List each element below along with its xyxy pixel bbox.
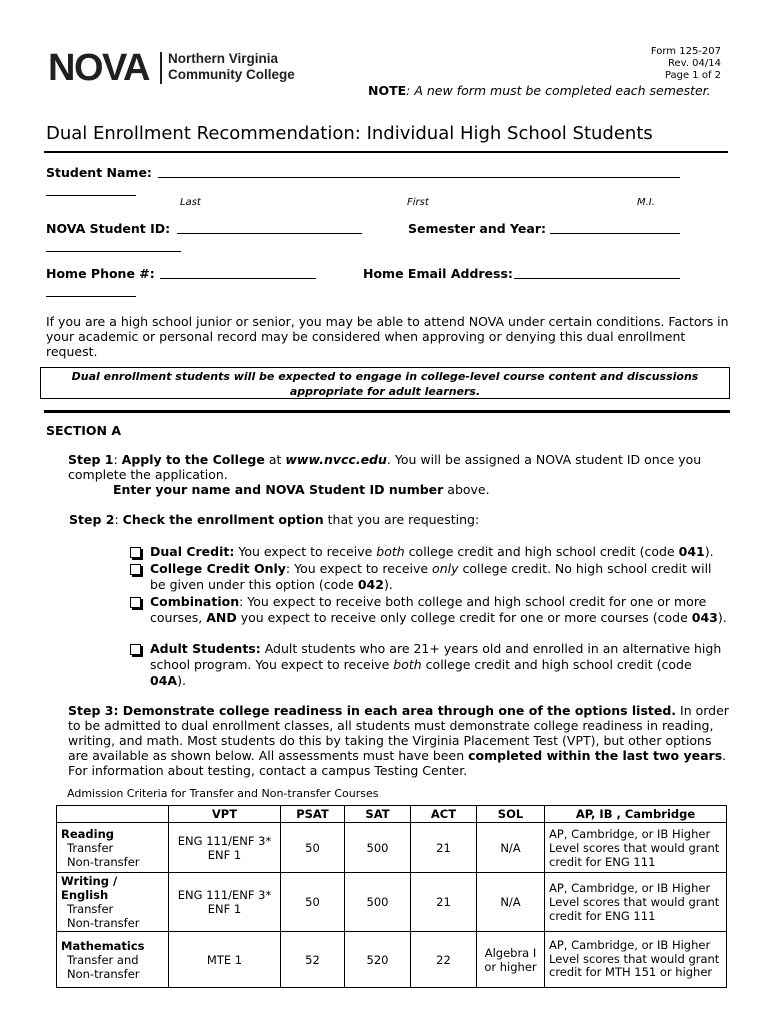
table-row: [57, 932, 727, 988]
sol-cell: N/A: [477, 823, 545, 873]
psat-cell: 52: [281, 932, 345, 988]
option-code: 04A: [150, 673, 178, 688]
step-1-url[interactable]: www.nvcc.edu: [285, 452, 387, 467]
logo-wordmark: NOVA: [48, 47, 149, 89]
subject-name: Reading: [61, 826, 115, 841]
phone-field[interactable]: [160, 266, 316, 279]
section-a-heading: SECTION A: [46, 423, 122, 438]
vpt-cell: MTE 1: [169, 932, 281, 988]
adult-students-checkbox[interactable]: [130, 644, 141, 655]
option-text: you expect to receive only college credit for one or more courses (code: [236, 610, 692, 625]
psat-cell: 50: [281, 873, 345, 932]
step-1-text: . You will be assigned a NOVA student ID once you complete the application.: [68, 452, 702, 482]
subject-sub: Non-transfer: [67, 854, 140, 869]
mi-caption: M.I.: [637, 197, 655, 208]
page-number: Page 1 of 2: [664, 70, 721, 81]
option-dual-credit: [128, 544, 728, 560]
semester-field[interactable]: [550, 221, 680, 234]
notice-text: Dual enrollment students will be expected to engage in college-level course content and discussions appropriate for adult learners.: [71, 370, 699, 398]
combination-checkbox[interactable]: [130, 597, 141, 608]
option-name: Adult Students:: [150, 641, 261, 656]
vpt-cell: ENG 111/ENF 3* ENF 1: [169, 823, 281, 873]
option-text: college credit. No high school credit will be given under this option (code: [150, 561, 712, 592]
step-2-label: Step 2: [69, 512, 115, 527]
sol-cell: N/A: [477, 873, 545, 932]
option-emphasis: both: [393, 657, 422, 672]
section-rule: [44, 410, 730, 413]
semester-label: Semester and Year:: [408, 221, 547, 236]
college-credit-only-checkbox[interactable]: [130, 564, 141, 575]
option-adult-students: [128, 641, 728, 689]
option-and: AND: [206, 610, 237, 625]
option-text: college credit and high school credit (code: [421, 657, 692, 672]
act-cell: 21: [411, 873, 477, 932]
step-1: Step 1: Apply to the College at www.nvcc.edu. You will be assigned a NOVA student ID once you complete the application.: [68, 452, 702, 482]
subject-cell: [57, 823, 169, 873]
option-text: You expect to receive: [234, 544, 377, 559]
student-id-label: NOVA Student ID:: [46, 221, 171, 236]
option-combination: [128, 594, 728, 642]
sat-cell: 500: [345, 823, 411, 873]
step-3-text: In order to be admitted to dual enrollment classes, all students must demonstrate college readiness in reading, writing, and math. Most students do this by taking the Virginia Placement Test (VPT), but other options are available as shown below. All assessments must have been: [68, 703, 729, 763]
criteria-table: [56, 805, 727, 988]
step-2-text: that you are requesting:: [323, 512, 480, 527]
sol-cell: Algebra I or higher: [477, 932, 545, 988]
option-text: ).: [383, 577, 393, 592]
option-code: 041: [678, 544, 705, 559]
subject-sub: Non-transfer: [67, 966, 140, 981]
email-field-cont[interactable]: [46, 284, 136, 297]
step-2-title: Check the enrollment option: [122, 512, 324, 527]
option-text: : You expect to receive both college and high school credit for one or more courses,: [150, 594, 707, 625]
subject-name: Mathematics: [61, 938, 145, 953]
criteria-caption: Admission Criteria for Transfer and Non-transfer Courses: [67, 787, 379, 800]
dual-credit-checkbox[interactable]: [130, 547, 141, 558]
option-name: Dual Credit:: [150, 544, 235, 559]
student-name-label: Student Name:: [46, 165, 152, 180]
form-meta: [651, 46, 721, 82]
vpt-cell: ENG 111/ENF 3* ENF 1: [169, 873, 281, 932]
subject-sub: Non-transfer: [67, 916, 140, 930]
step-1-at: at: [264, 452, 286, 467]
header-cell: SOL: [477, 806, 545, 823]
header-cell: SAT: [345, 806, 411, 823]
student-name-field[interactable]: [158, 165, 680, 178]
option-college-credit-only: [128, 561, 728, 593]
step-3-text-end: . For information about testing, contact a campus Testing Center.: [68, 748, 727, 778]
step-3-emphasis: completed within the last two years: [468, 748, 723, 763]
table-header-row: [57, 806, 727, 823]
header-cell: PSAT: [281, 806, 345, 823]
option-name: College Credit Only: [150, 561, 286, 576]
student-name-field-cont[interactable]: [46, 183, 136, 196]
table-row: [57, 823, 727, 873]
subject-cell: [57, 873, 169, 932]
step-1-instruction-bold: Enter your name and NOVA Student ID number: [113, 482, 444, 497]
act-cell: 21: [411, 823, 477, 873]
option-text: ).: [717, 610, 727, 625]
sat-cell: 500: [345, 873, 411, 932]
subject-cell: [57, 932, 169, 988]
subject-name: Writing / English: [61, 874, 118, 902]
option-emphasis: both: [376, 544, 405, 559]
logo-divider: [160, 52, 162, 84]
option-text: Adult students who are 21+ years old and enrolled in an alternative high school program. You expect to receive: [150, 641, 722, 672]
notice-box: [40, 367, 730, 399]
step-1-instruction: [113, 482, 490, 497]
college-name-line2: Community College: [168, 67, 295, 82]
note-label: NOTE: [368, 83, 407, 98]
step-1-title: Apply to the College: [121, 452, 265, 467]
header-cell: [57, 806, 169, 823]
psat-cell: 50: [281, 823, 345, 873]
option-name: Combination: [150, 594, 240, 609]
step-3: [68, 703, 730, 778]
subject-sub: Transfer and: [67, 952, 139, 967]
option-emphasis: only: [432, 561, 459, 576]
email-field[interactable]: [514, 266, 680, 279]
ap-cell: AP, Cambridge, or IB Higher Level scores that would grant credit for ENG 111: [545, 873, 727, 932]
phone-label: Home Phone #:: [46, 266, 155, 281]
intro-paragraph: If you are a high school junior or senior, you may be able to attend NOVA under certain conditions. Factors in your academic or personal record may be considered when approving or denying this dual enrollment request.: [46, 314, 729, 359]
option-text: ).: [704, 544, 714, 559]
college-name: [168, 51, 295, 83]
act-cell: 22: [411, 932, 477, 988]
subject-sub: Transfer: [67, 840, 114, 855]
option-code: 043: [691, 610, 718, 625]
step-3-title: Step 3: Demonstrate college readiness in each area through one of the options listed.: [68, 703, 677, 718]
form-number: Form 125-207: [650, 46, 721, 57]
step-1-instruction-rest: above.: [443, 482, 490, 497]
header-cell: ACT: [411, 806, 477, 823]
sat-cell: 520: [345, 932, 411, 988]
student-id-field[interactable]: [177, 221, 362, 234]
first-name-caption: First: [407, 197, 429, 208]
option-text: college credit and high school credit (code: [404, 544, 679, 559]
option-text: ).: [177, 673, 186, 688]
college-name-line1: Northern Virginia: [168, 51, 279, 66]
title-rule: [44, 151, 728, 153]
option-text: : You expect to receive: [285, 561, 433, 576]
step-1-label: Step 1: [68, 452, 114, 467]
student-name-row: [46, 165, 152, 180]
table-row: [57, 873, 727, 932]
semester-field-cont[interactable]: [46, 239, 181, 252]
semester-note: [368, 83, 711, 98]
step-2: Step 2: Check the enrollment option that you are requesting:: [69, 512, 480, 527]
header-cell: VPT: [169, 806, 281, 823]
note-text: : A new form must be completed each semester.: [406, 83, 711, 98]
page-title: Dual Enrollment Recommendation: Individual High School Students: [46, 123, 653, 144]
header-cell: AP, IB , Cambridge: [545, 806, 727, 823]
last-name-caption: Last: [180, 197, 201, 208]
form-revision: Rev. 04/14: [668, 58, 721, 69]
email-label: Home Email Address:: [363, 266, 513, 281]
subject-sub: Transfer: [67, 902, 114, 916]
ap-cell: AP, Cambridge, or IB Higher Level scores that would grant credit for ENG 111: [545, 823, 727, 873]
ap-cell: AP, Cambridge, or IB Higher Level scores that would grant credit for MTH 151 or higher: [545, 932, 727, 988]
option-code: 042: [357, 577, 384, 592]
